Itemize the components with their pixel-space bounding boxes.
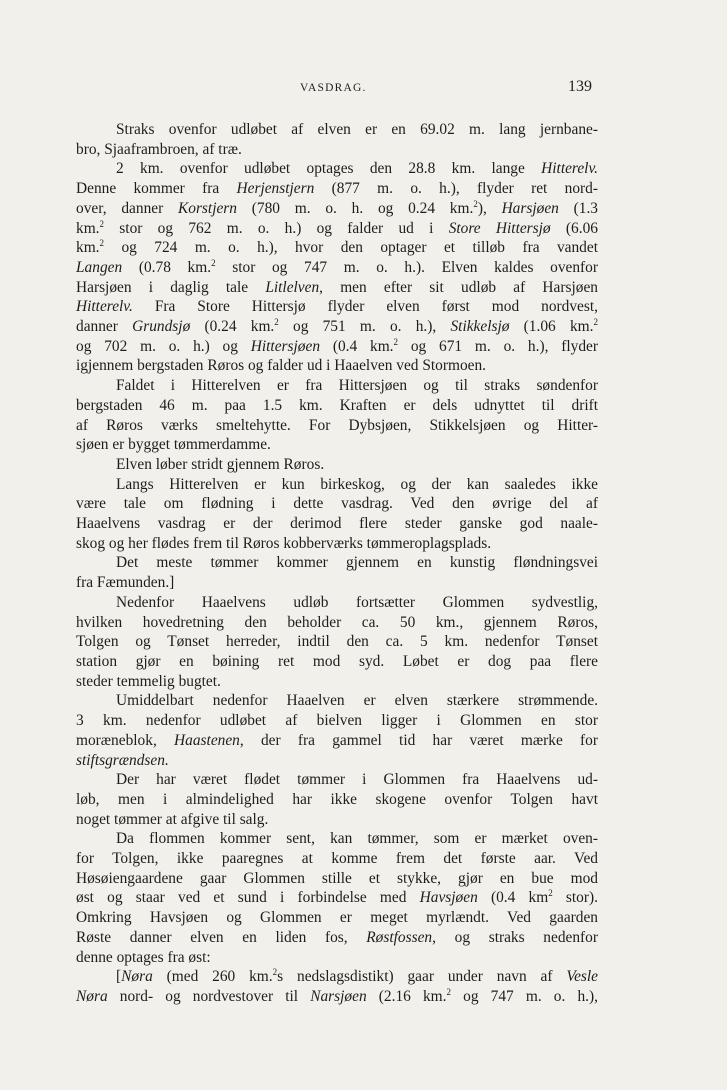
- body-text: [76, 120, 598, 1007]
- text-line: km.$^2$ stor og 762 m. o. h.) og falder ud i Store Hittersjø (6.06: [76, 218, 598, 237]
- page-header: [0, 76, 727, 100]
- text-line: Umiddelbart nedenfor Haaelven er elven stærkere strømmende.: [116, 692, 598, 710]
- text-line: [Nøra (med 260 km.$^2$s nedslagsdistikt) gaar under navn af Vesle: [116, 967, 598, 986]
- text-line: Høsøiengaardene gaar Glommen stille et stykke, gjør en bue mod: [76, 869, 598, 887]
- text-line: station gjør en bøining ret mod syd. Løbet er dog paa flere: [76, 652, 598, 670]
- text-line: skog og her flødes frem til Røros kobberværks tømmeroplagsplads.: [76, 534, 492, 552]
- text-line: 3 km. nedenfor udløbet af bielven ligger i Glommen en stor: [76, 712, 598, 730]
- text-line: 2 km. ovenfor udløbet optages den 28.8 km. lange Hitterelv.: [116, 160, 598, 178]
- text-line: Tolgen og Tønset herreder, indtil den ca. 5 km. nedenfor Tønset: [76, 633, 598, 651]
- text-line: steder temmelig bugtet.: [76, 672, 221, 690]
- text-line: for Tolgen, ikke paaregnes at komme frem det første aar. Ved: [76, 850, 598, 868]
- text-line: km.$^2$ og 724 m. o. h.), hvor den optager et tilløb fra vandet: [76, 238, 598, 257]
- text-line: stiftsgrændsen.: [76, 751, 169, 769]
- text-line: bergstaden 46 m. paa 1.5 km. Kraften er dels udnyttet til drift: [76, 396, 598, 414]
- text-line: løb, men i almindelighed har ikke skogene ovenfor Tolgen havt: [76, 790, 598, 808]
- text-line: hvilken hovedretning den beholder ca. 50 km., gjennem Røros,: [76, 613, 598, 631]
- text-line: sjøen er bygget tømmerdamme.: [76, 436, 271, 454]
- text-line: noget tømmer at afgive til salg.: [76, 810, 269, 828]
- text-line: Harsjøen i daglig tale Litlelven, men efter sit udløb af Harsjøen: [76, 278, 598, 296]
- text-line: Røste danner elven en liden fos, Røstfossen, og straks nedenfor: [76, 928, 598, 946]
- text-line: Langen (0.78 km.$^2$ stor og 747 m. o. h.). Elven kaldes ovenfor: [76, 257, 598, 276]
- text-line: Nøra nord- og nordvestover til Narsjøen (2.16 km.$^2$ og 747 m. o. h.),: [76, 986, 598, 1005]
- text-line: Hitterelv. Fra Store Hittersjø flyder elven først mod nordvest,: [76, 298, 598, 316]
- page-number: 139: [568, 78, 592, 95]
- text-line: igjennem bergstaden Røros og falder ud i Haaelven ved Stormoen.: [76, 357, 487, 375]
- text-line: Langs Hitterelven er kun birkeskog, og der kan saaledes ikke: [116, 475, 598, 493]
- text-line: Omkring Havsjøen og Glommen er meget myrlændt. Ved gaarden: [76, 909, 598, 927]
- text-line: Det meste tømmer kommer gjennem en kunstig fløndningsvei: [116, 554, 598, 572]
- text-line: af Røros værks smeltehytte. For Dybsjøen, Stikkelsjøen og Hitter-: [76, 416, 598, 434]
- text-line: bro, Sjaaframbroen, af træ.: [76, 140, 242, 158]
- text-line: Denne kommer fra Herjenstjern (877 m. o. h.), flyder ret nord-: [76, 180, 598, 198]
- text-line: være tale om flødning i dette vasdrag. Ved den øvrige del af: [76, 495, 598, 513]
- text-line: Haaelvens vasdrag er der derimod flere steder ganske god naale-: [76, 515, 598, 533]
- text-line: denne optages fra øst:: [76, 948, 211, 966]
- text-line: over, danner Korstjern (780 m. o. h. og 0.24 km.$^2$), Harsjøen (1.3: [76, 198, 598, 217]
- text-line: danner Grundsjø (0.24 km.$^2$ og 751 m. o. h.), Stikkelsjø (1.06 km.$^2$: [76, 317, 598, 336]
- running-title: VASDRAG.: [300, 82, 367, 94]
- text-line: Elven løber stridt gjennem Røros.: [116, 455, 325, 473]
- text-line: fra Fæmunden.]: [76, 574, 175, 592]
- text-line: øst og staar ved et sund i forbindelse med Havsjøen (0.4 $km^2$ stor).: [76, 888, 598, 907]
- text-line: Da flommen kommer sent, kan tømmer, som er mærket oven-: [116, 830, 598, 848]
- text-line: Nedenfor Haaelvens udløb fortsætter Glommen sydvestlig,: [116, 593, 598, 611]
- text-line: Der har været flødet tømmer i Glommen fra Haaelvens ud-: [116, 771, 598, 789]
- text-line: og 702 m. o. h.) og Hittersjøen (0.4 km.$^2$ og 671 m. o. h.), flyder: [76, 336, 598, 355]
- text-line: moræneblok, Haastenen, der fra gammel tid har været mærke for: [76, 731, 598, 749]
- text-line: Faldet i Hitterelven er fra Hittersjøen og til straks søndenfor: [116, 377, 598, 395]
- text-line: Straks ovenfor udløbet af elven er en 69.02 m. lang jernbane-: [116, 121, 598, 138]
